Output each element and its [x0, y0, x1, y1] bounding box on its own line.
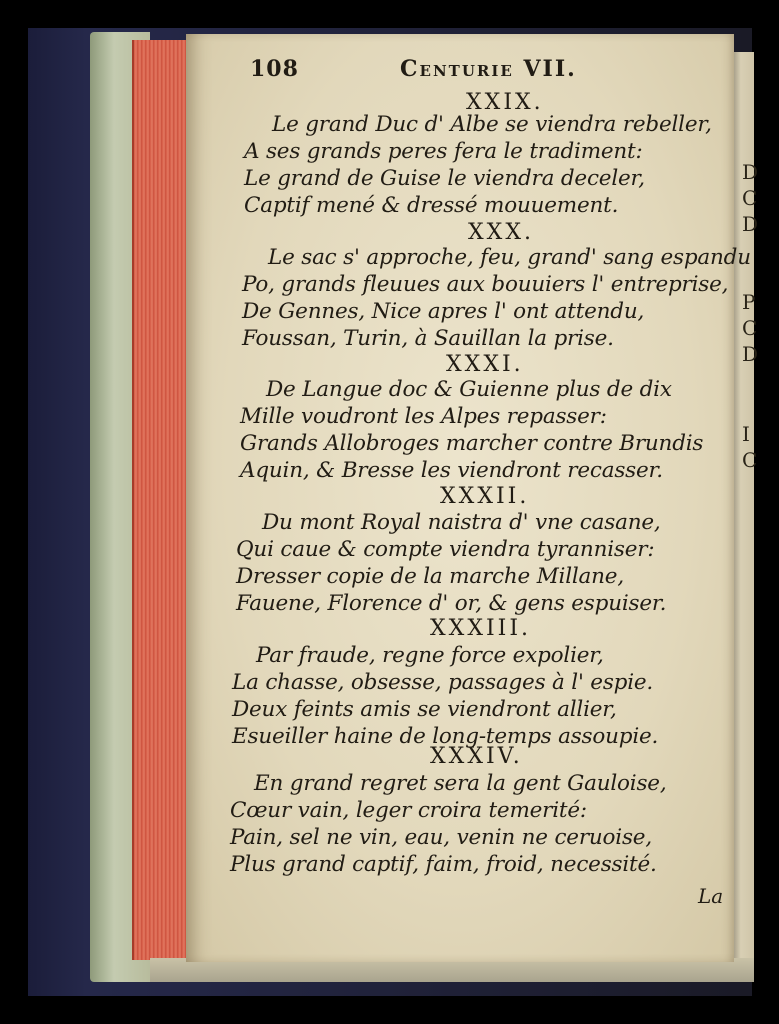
verse-line: Dresser copie de la marche Millane,	[236, 564, 624, 589]
running-head: Centurie VII.	[400, 56, 577, 82]
verse-line: En grand regret sera la gent Gauloise,	[254, 771, 667, 796]
facing-page-letter: C	[742, 316, 758, 340]
verse-line: Plus grand captif, faim, froid, necessité.	[230, 852, 657, 877]
verse-line: Fauene, Florence d' or, & gens espuiser.	[236, 591, 667, 616]
quatrain-numeral: XXXIII.	[430, 616, 532, 641]
facing-page-letter: D	[742, 212, 759, 236]
verse-line: De Langue doc & Guienne plus de dix	[266, 377, 672, 402]
facing-page-letter: I	[742, 422, 750, 446]
verse-line: Foussan, Turin, à Sauillan la prise.	[242, 326, 614, 351]
verse-line: Captif mené & dressé mouuement.	[244, 193, 619, 218]
quatrain-numeral: XXXIV.	[430, 744, 523, 769]
page-number: 108	[250, 56, 299, 82]
quatrain-numeral: XXXI.	[446, 352, 524, 377]
facing-page-letter: P	[742, 290, 756, 314]
verse-line: A ses grands peres fera le tradiment:	[244, 139, 643, 164]
verse-line: Aquin, & Bresse les viendront recasser.	[240, 458, 663, 483]
facing-page-letter: D	[742, 342, 759, 366]
verse-line: Pain, sel ne vin, eau, venin ne ceruoise,	[230, 825, 652, 850]
facing-page-letter: D	[742, 160, 759, 184]
verse-line: Par fraude, regne force expolier,	[256, 643, 604, 668]
verse-line: La chasse, obsesse, passages à l' espie.	[232, 670, 654, 695]
quatrain-numeral: XXIX.	[466, 90, 544, 115]
verse-line: Le grand Duc d' Albe se viendra rebeller,	[272, 112, 712, 137]
verse-line: Le grand de Guise le viendra deceler,	[244, 166, 645, 191]
verse-line: Po, grands fleuues aux bouuiers l' entreprise,	[242, 272, 729, 297]
verse-line: Mille voudront les Alpes repasser:	[240, 404, 607, 429]
quatrain-numeral: XXXII.	[440, 484, 530, 509]
verse-line: Deux feints amis se viendront allier,	[232, 697, 617, 722]
facing-page-letter: C	[742, 186, 758, 210]
verse-line: Le sac s' approche, feu, grand' sang espandu	[268, 245, 751, 270]
verse-line: De Gennes, Nice apres l' ont attendu,	[242, 299, 645, 324]
verse-line: Qui caue & compte viendra tyranniser:	[236, 537, 655, 562]
verse-line: Esueiller haine de long-temps assoupie.	[232, 724, 659, 749]
verse-line: Du mont Royal naistra d' vne casane,	[262, 510, 661, 535]
verse-line: Cœur vain, leger croira temerité:	[230, 798, 587, 823]
catchword: La	[698, 884, 724, 908]
verse-line: Grands Allobroges marcher contre Brundis	[240, 431, 704, 456]
quatrain-numeral: XXX.	[468, 220, 534, 245]
facing-page-letter: C	[742, 448, 758, 472]
